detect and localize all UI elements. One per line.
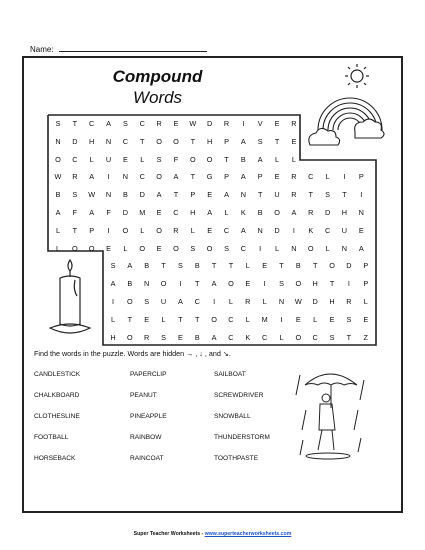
grid-letter[interactable]: B bbox=[194, 261, 200, 271]
grid-letter[interactable]: E bbox=[144, 314, 150, 324]
title-line2: Words bbox=[132, 88, 183, 107]
grid-letter[interactable]: N bbox=[341, 243, 348, 253]
grid-letter[interactable]: K bbox=[245, 332, 251, 342]
grid-letter[interactable]: N bbox=[358, 208, 364, 217]
grid-letter[interactable]: O bbox=[55, 154, 61, 164]
grid-letter[interactable]: N bbox=[122, 172, 129, 182]
word-bank-item: TOOTHPASTE bbox=[214, 455, 259, 462]
grid-letter[interactable]: T bbox=[329, 279, 335, 289]
grid-letter[interactable]: E bbox=[291, 136, 297, 146]
grid-letter[interactable]: O bbox=[88, 243, 95, 253]
grid-letter[interactable]: A bbox=[156, 190, 162, 200]
footer-text: Super Teacher Worksheets bbox=[133, 531, 201, 537]
grid-letter[interactable]: B bbox=[55, 190, 61, 200]
grid-letter[interactable]: T bbox=[312, 261, 318, 271]
grid-letter[interactable]: T bbox=[228, 261, 234, 271]
grid-letter[interactable]: E bbox=[156, 243, 162, 253]
grid-letter[interactable]: S bbox=[224, 243, 229, 253]
grid-letter[interactable]: F bbox=[106, 208, 111, 217]
grid-letter[interactable]: L bbox=[275, 243, 280, 253]
grid-letter[interactable]: N bbox=[105, 136, 112, 146]
grid-letter[interactable]: M bbox=[261, 314, 268, 324]
grid-letter[interactable]: S bbox=[110, 261, 116, 271]
grid-letter[interactable]: T bbox=[224, 154, 229, 164]
word-bank-item: PEANUT bbox=[130, 392, 157, 399]
word-bank-item: CHALKBOARD bbox=[34, 392, 80, 399]
grid-letter[interactable]: E bbox=[329, 314, 335, 324]
grid-letter[interactable]: S bbox=[329, 332, 335, 342]
grid-letter[interactable]: T bbox=[195, 314, 200, 324]
sun-icon bbox=[345, 64, 369, 88]
word-bank-item: FOOTBALL bbox=[34, 434, 69, 441]
grid-letter[interactable]: B bbox=[295, 261, 301, 271]
grid-letter[interactable]: B bbox=[127, 279, 133, 289]
grid-letter[interactable]: I bbox=[242, 119, 245, 128]
grid-letter[interactable]: A bbox=[173, 172, 179, 182]
grid-letter[interactable]: S bbox=[279, 279, 284, 289]
grid-letter[interactable]: O bbox=[307, 243, 314, 253]
grid-letter[interactable]: B bbox=[257, 208, 263, 217]
grid-letter[interactable]: I bbox=[107, 225, 110, 235]
grid-letter[interactable]: H bbox=[341, 208, 348, 217]
grid-letter[interactable]: D bbox=[324, 208, 331, 217]
grid-letter[interactable]: E bbox=[295, 314, 301, 324]
grid-letter[interactable]: H bbox=[207, 136, 213, 146]
grid-letter[interactable]: L bbox=[55, 243, 61, 253]
grid-letter[interactable]: T bbox=[178, 314, 183, 324]
grid-letter[interactable]: T bbox=[211, 261, 217, 271]
grid-letter[interactable]: P bbox=[224, 172, 229, 182]
grid-letter[interactable]: V bbox=[257, 119, 263, 128]
grid-letter[interactable]: E bbox=[156, 208, 162, 217]
grid-letter[interactable]: B bbox=[144, 261, 150, 271]
grid-letter[interactable]: L bbox=[245, 314, 250, 324]
grid-letter[interactable]: O bbox=[156, 136, 162, 146]
grid-letter[interactable]: C bbox=[228, 314, 234, 324]
grid-letter[interactable]: A bbox=[358, 243, 364, 253]
grid-letter[interactable]: U bbox=[105, 154, 112, 164]
grid-letter[interactable]: L bbox=[224, 208, 229, 217]
grid-letter[interactable]: H bbox=[89, 136, 95, 146]
grid-letter[interactable]: E bbox=[363, 314, 369, 324]
candle-icon bbox=[50, 260, 90, 333]
grid-letter[interactable]: A bbox=[257, 154, 263, 164]
grid-letter[interactable]: L bbox=[313, 314, 318, 324]
word-bank-item: THUNDERSTORM bbox=[214, 434, 270, 441]
puzzle-title bbox=[100, 66, 215, 108]
grid-letter[interactable]: R bbox=[144, 332, 150, 342]
grid-letter[interactable]: L bbox=[161, 314, 166, 324]
grid-letter[interactable]: L bbox=[110, 314, 116, 324]
grid-letter[interactable]: C bbox=[228, 332, 234, 342]
word-bank-item: SNOWBALL bbox=[214, 413, 251, 420]
grid-letter[interactable]: L bbox=[228, 297, 233, 306]
grid-letter[interactable]: D bbox=[122, 208, 129, 217]
grid-letter[interactable]: R bbox=[173, 225, 179, 235]
grid-letter[interactable]: F bbox=[173, 154, 179, 164]
grid-letter[interactable]: A bbox=[211, 332, 217, 342]
grid-letter[interactable]: C bbox=[308, 172, 314, 182]
grid-letter[interactable]: L bbox=[325, 243, 330, 253]
grid-letter[interactable]: O bbox=[127, 297, 133, 306]
grid-letter[interactable]: O bbox=[295, 332, 302, 342]
grid-letter[interactable]: T bbox=[279, 261, 284, 271]
grid-letter[interactable]: N bbox=[55, 136, 61, 146]
grid-letter[interactable]: N bbox=[144, 279, 150, 289]
word-bank-item: PAPERCLIP bbox=[130, 371, 167, 378]
grid-letter[interactable]: W bbox=[54, 172, 62, 182]
grid-letter[interactable]: E bbox=[173, 119, 179, 128]
grid-letter[interactable]: N bbox=[278, 297, 285, 306]
grid-letter[interactable]: I bbox=[179, 279, 182, 289]
grid-letter[interactable]: U bbox=[160, 297, 167, 306]
grid-letter[interactable]: I bbox=[263, 279, 266, 289]
grid-letter[interactable]: P bbox=[89, 225, 95, 235]
grid-letter[interactable]: S bbox=[72, 190, 78, 200]
grid-letter[interactable]: A bbox=[211, 279, 217, 289]
grid-letter[interactable]: N bbox=[240, 190, 246, 200]
grid-letter[interactable]: I bbox=[213, 297, 216, 306]
grid-letter[interactable]: N bbox=[257, 225, 263, 235]
grid-letter[interactable]: I bbox=[259, 243, 262, 253]
grid-letter[interactable]: K bbox=[240, 208, 246, 217]
grid-letter[interactable]: E bbox=[122, 154, 128, 164]
grid-letter[interactable]: R bbox=[72, 172, 78, 182]
grid-letter[interactable]: A bbox=[291, 208, 297, 217]
grid-letter[interactable]: O bbox=[206, 154, 213, 164]
grid-letter[interactable]: P bbox=[257, 172, 263, 182]
grid-letter[interactable]: C bbox=[194, 297, 200, 306]
grid-letter[interactable]: D bbox=[139, 190, 145, 200]
word-bank-item: CLOTHESLINE bbox=[34, 413, 80, 420]
grid-letter[interactable]: T bbox=[173, 190, 179, 200]
grid-letter[interactable]: O bbox=[160, 279, 167, 289]
grid-letter[interactable]: H bbox=[190, 208, 196, 217]
grid-letter[interactable]: P bbox=[363, 279, 369, 289]
grid-letter[interactable]: A bbox=[207, 208, 213, 217]
grid-letter[interactable]: O bbox=[206, 243, 213, 253]
grid-letter[interactable]: T bbox=[190, 136, 196, 146]
grid-letter[interactable]: E bbox=[207, 190, 213, 200]
grid-letter[interactable]: L bbox=[279, 332, 284, 342]
grid-letter[interactable]: S bbox=[257, 136, 263, 146]
grid-letter[interactable]: I bbox=[292, 225, 295, 235]
grid-letter[interactable]: L bbox=[291, 154, 296, 164]
grid-letter[interactable]: L bbox=[123, 243, 128, 253]
grid-letter[interactable]: O bbox=[228, 279, 234, 289]
grid-letter[interactable]: E bbox=[274, 172, 280, 182]
grid-letter[interactable]: S bbox=[190, 243, 196, 253]
word-bank-item: CANDLESTICK bbox=[34, 371, 81, 378]
grid-letter[interactable]: O bbox=[211, 314, 217, 324]
grid-letter[interactable]: A bbox=[106, 119, 111, 128]
grid-letter[interactable]: L bbox=[140, 225, 145, 235]
grid-letter[interactable]: T bbox=[127, 314, 133, 324]
rain-boy-icon bbox=[296, 374, 364, 459]
grid-letter[interactable]: E bbox=[177, 332, 183, 342]
grid-letter[interactable]: R bbox=[245, 297, 251, 306]
grid-letter[interactable]: C bbox=[89, 119, 95, 128]
grid-letter[interactable]: I bbox=[111, 297, 115, 306]
grid-letter[interactable]: R bbox=[308, 208, 314, 217]
grid-letter[interactable]: S bbox=[144, 297, 150, 306]
grid-letter[interactable]: O bbox=[173, 243, 179, 253]
grid-letter[interactable]: T bbox=[140, 136, 145, 146]
word-bank-item: SCREWDRIVER bbox=[214, 392, 264, 399]
grid-letter[interactable]: B bbox=[240, 154, 246, 164]
grid-letter[interactable]: W bbox=[294, 297, 302, 306]
grid-letter[interactable]: T bbox=[195, 279, 200, 289]
grid-letter[interactable]: A bbox=[240, 225, 246, 235]
grid-letter[interactable]: I bbox=[107, 172, 110, 182]
grid-letter[interactable]: D bbox=[72, 136, 78, 146]
grid-letter[interactable]: W bbox=[88, 190, 96, 200]
grid-letter[interactable]: L bbox=[262, 297, 267, 306]
grid-letter[interactable]: P bbox=[358, 172, 364, 182]
grid-letter[interactable]: C bbox=[72, 154, 78, 164]
grid-letter[interactable]: L bbox=[190, 225, 195, 235]
grid-letter[interactable]: U bbox=[341, 225, 348, 235]
grid-letter[interactable]: P bbox=[363, 261, 369, 271]
grid-letter[interactable]: C bbox=[312, 332, 318, 342]
title-line1: Compound bbox=[112, 67, 203, 86]
grid-letter[interactable]: I bbox=[343, 172, 346, 182]
grid-letter[interactable]: N bbox=[105, 190, 112, 200]
grid-letter[interactable]: S bbox=[177, 261, 183, 271]
grid-letter[interactable]: T bbox=[342, 190, 347, 200]
grid-letter[interactable]: E bbox=[262, 261, 268, 271]
grid-letter[interactable]: E bbox=[106, 243, 111, 253]
grid-letter[interactable]: A bbox=[240, 172, 246, 182]
grid-letter[interactable]: C bbox=[240, 243, 246, 253]
grid-letter[interactable]: R bbox=[346, 297, 352, 306]
grid-letter[interactable]: T bbox=[257, 190, 263, 200]
grid-letter[interactable]: E bbox=[245, 279, 251, 289]
grid-letter[interactable]: L bbox=[140, 154, 145, 164]
footer-sep: - bbox=[201, 531, 204, 537]
grid-letter[interactable]: T bbox=[346, 332, 352, 342]
grid-letter[interactable]: L bbox=[325, 172, 330, 182]
grid-letter[interactable]: T bbox=[190, 172, 196, 182]
grid-letter[interactable]: Z bbox=[363, 332, 368, 342]
grid-letter[interactable]: C bbox=[139, 172, 145, 182]
grid-letter[interactable]: A bbox=[89, 208, 95, 217]
footer bbox=[0, 531, 425, 537]
grid-letter[interactable]: T bbox=[72, 225, 78, 235]
grid-letter[interactable]: A bbox=[55, 208, 61, 217]
grid-letter[interactable]: T bbox=[161, 261, 166, 271]
grid-letter[interactable]: L bbox=[55, 225, 61, 235]
grid-letter[interactable]: M bbox=[139, 208, 146, 217]
grid-letter[interactable]: L bbox=[245, 261, 250, 271]
grid-letter[interactable]: R bbox=[291, 190, 297, 200]
grid-letter[interactable]: D bbox=[274, 225, 280, 235]
grid-letter[interactable]: S bbox=[346, 314, 352, 324]
grid-letter[interactable]: H bbox=[329, 297, 335, 306]
grid-letter[interactable]: L bbox=[363, 297, 368, 306]
grid-letter[interactable]: C bbox=[262, 332, 268, 342]
grid-letter[interactable]: H bbox=[110, 332, 116, 342]
grid-letter[interactable]: O bbox=[295, 279, 302, 289]
grid-letter[interactable]: D bbox=[346, 261, 352, 271]
grid-letter[interactable]: E bbox=[274, 119, 280, 128]
grid-letter[interactable]: A bbox=[224, 190, 229, 200]
grid-letter[interactable]: C bbox=[122, 136, 129, 146]
word-bank-item: HORSEBACK bbox=[34, 455, 76, 462]
grid-letter[interactable]: U bbox=[274, 190, 280, 200]
word-bank-item: PINEAPPLE bbox=[130, 413, 167, 420]
word-bank-item: RAINCOAT bbox=[130, 455, 164, 462]
grid-letter[interactable]: O bbox=[156, 225, 162, 235]
grid-letter[interactable]: A bbox=[110, 279, 116, 289]
instructions: Find the words in the puzzle. Words are hidden → , ↓ , and ↘. bbox=[34, 349, 231, 358]
grid-letter[interactable]: O bbox=[156, 172, 162, 182]
grid-letter[interactable]: O bbox=[139, 243, 146, 253]
rainbow-icon bbox=[309, 98, 384, 145]
grid-letter[interactable]: S bbox=[122, 119, 128, 128]
grid-letter[interactable]: S bbox=[156, 154, 162, 164]
grid-letter[interactable]: A bbox=[240, 136, 246, 146]
grid-letter[interactable]: K bbox=[308, 225, 314, 235]
name-label: Name: bbox=[30, 45, 54, 54]
grid-letter[interactable]: A bbox=[177, 297, 183, 306]
grid-letter[interactable]: R bbox=[291, 172, 297, 182]
grid-letter[interactable]: O bbox=[173, 136, 179, 146]
grid-letter[interactable]: R bbox=[291, 119, 297, 128]
grid-letter[interactable]: P bbox=[190, 190, 196, 200]
grid-letter[interactable]: C bbox=[139, 119, 145, 128]
grid-letter[interactable]: C bbox=[223, 225, 230, 235]
grid-letter[interactable]: R bbox=[223, 119, 230, 128]
grid-letter[interactable]: A bbox=[89, 172, 95, 182]
grid-letter[interactable]: I bbox=[280, 314, 283, 324]
grid-letter[interactable]: S bbox=[325, 190, 331, 200]
grid-letter[interactable]: L bbox=[89, 154, 94, 164]
grid-letter[interactable]: W bbox=[189, 119, 197, 128]
grid-letter[interactable]: L bbox=[275, 154, 280, 164]
grid-letter[interactable]: H bbox=[312, 279, 318, 289]
grid-letter[interactable]: B bbox=[194, 332, 200, 342]
footer-link[interactable]: www.superteacherworksheets.com bbox=[204, 531, 292, 537]
grid-letter[interactable]: E bbox=[207, 225, 213, 235]
grid-letter[interactable]: R bbox=[156, 119, 162, 128]
grid-letter[interactable]: G bbox=[206, 172, 213, 182]
grid-letter[interactable]: I bbox=[347, 279, 350, 289]
grid-letter[interactable]: P bbox=[224, 136, 229, 146]
grid-letter[interactable]: O bbox=[72, 243, 78, 253]
grid-letter[interactable]: O bbox=[274, 208, 280, 217]
grid-letter[interactable]: T bbox=[72, 119, 78, 128]
grid-letter[interactable]: B bbox=[122, 190, 128, 200]
grid-letter[interactable]: I bbox=[360, 190, 363, 200]
grid-letter[interactable]: F bbox=[72, 208, 78, 217]
grid-letter[interactable]: T bbox=[274, 136, 280, 146]
grid-letter[interactable]: C bbox=[173, 208, 179, 217]
grid-letter[interactable]: O bbox=[189, 154, 196, 164]
grid-letter[interactable]: S bbox=[161, 332, 166, 342]
grid-letter[interactable]: D bbox=[207, 119, 213, 128]
grid-letter[interactable]: A bbox=[127, 261, 133, 271]
grid-letter[interactable]: E bbox=[358, 225, 364, 235]
grid-letter[interactable]: O bbox=[329, 261, 335, 271]
grid-letter[interactable]: O bbox=[122, 225, 129, 235]
grid-letter[interactable]: T bbox=[308, 190, 313, 200]
grid-letter[interactable]: C bbox=[324, 225, 331, 235]
grid-letter[interactable]: N bbox=[291, 243, 297, 253]
word-bank-item: SAILBOAT bbox=[214, 371, 246, 378]
grid-letter[interactable]: S bbox=[55, 119, 61, 128]
grid-letter[interactable]: O bbox=[127, 332, 133, 342]
grid-letter[interactable]: D bbox=[312, 297, 318, 306]
word-bank-item: RAINBOW bbox=[130, 434, 162, 441]
